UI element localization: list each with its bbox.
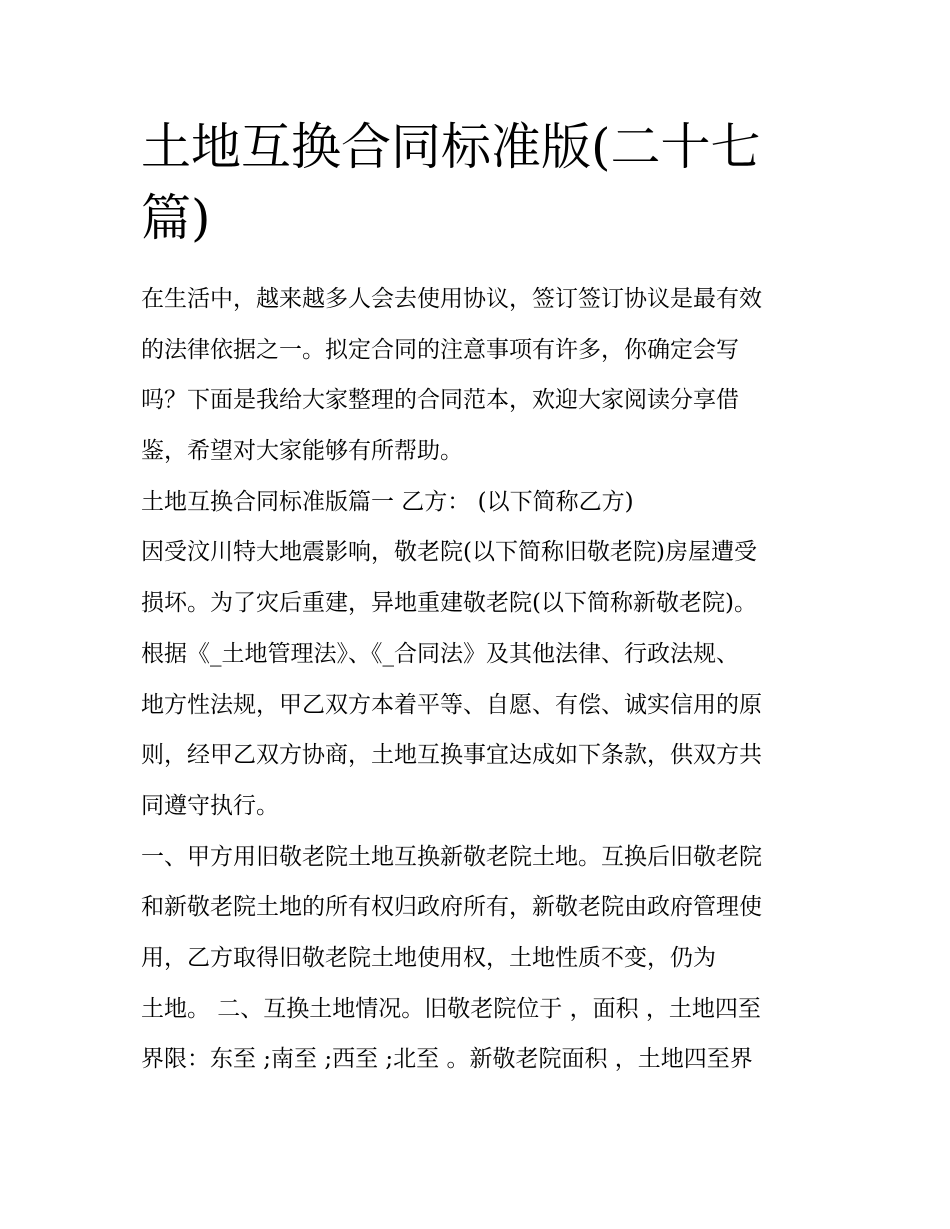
text-line: 根据《_土地管理法》、《_合同法》及其他法律、行政法规、 <box>141 640 739 667</box>
text-line: 在生活中，越来越多人会去使用协议，签订签订协议是最有效 <box>141 286 762 312</box>
section-heading-line: 土地互换合同标准版篇一 乙方： (以下简称乙方) <box>141 488 634 515</box>
text-line: 一、甲方用旧敬老院土地互换新敬老院土地。互换后旧敬老院 <box>141 843 762 870</box>
page-title <box>141 112 821 254</box>
title-line-1: 土地互换合同标准版(二十七 <box>141 118 761 176</box>
text-line: 损坏。为了灾后重建，异地重建敬老院(以下简称新敬老院)。 <box>141 590 757 617</box>
text-line: 鉴，希望对大家能够有所帮助。 <box>141 438 463 465</box>
text-line: 土地。 二、互换土地情况。旧敬老院位于 ，面积 ，土地四至 <box>141 995 761 1022</box>
text-line: 界限：东至 ;南至 ;西至 ;北至 。新敬老院面积 ，土地四至界 <box>141 1046 753 1073</box>
text-line: 因受汶川特大地震影响，敬老院(以下简称旧敬老院)房屋遭受 <box>141 539 757 566</box>
text-line: 吗？下面是我给大家整理的合同范本，欢迎大家阅读分享借 <box>141 387 739 414</box>
document-body <box>141 274 821 1085</box>
text-line: 的法律依据之一。拟定合同的注意事项有许多，你确定会写 <box>141 336 739 363</box>
text-line: 用，乙方取得旧敬老院土地使用权，土地性质不变，仍为 <box>141 944 716 971</box>
text-line: 和新敬老院土地的所有权归政府所有，新敬老院由政府管理使 <box>141 894 762 921</box>
text-line: 同遵守执行。 <box>141 792 279 819</box>
text-line: 则，经甲乙双方协商，土地互换事宜达成如下条款，供双方共 <box>141 742 762 769</box>
text-line: 地方性法规，甲乙双方本着平等、自愿、有偿、诚实信用的原 <box>141 691 762 718</box>
title-line-2: 篇) <box>141 189 211 247</box>
